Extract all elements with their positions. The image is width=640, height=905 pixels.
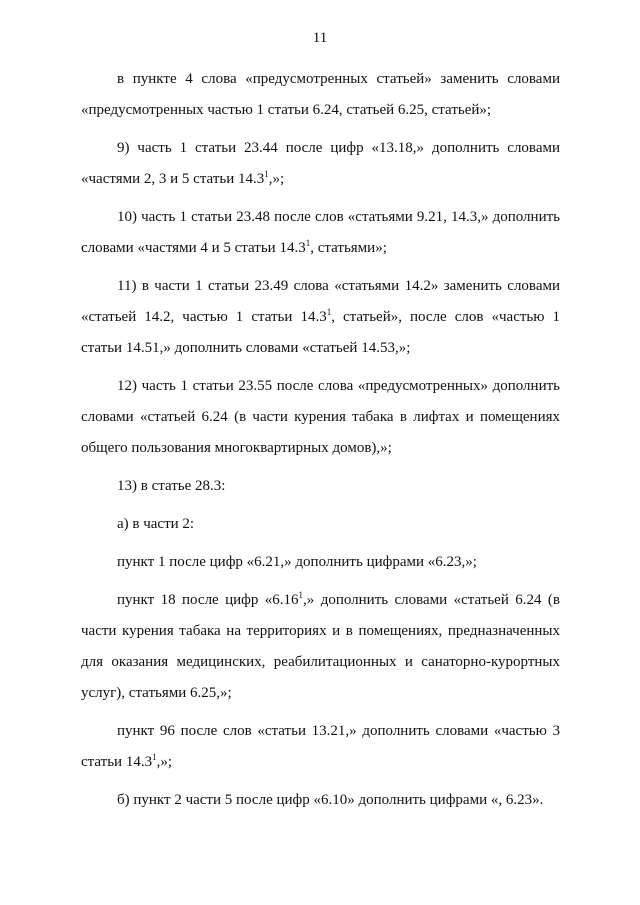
paragraph-p-9: [81, 133, 560, 195]
paragraph-line: пункт 18 после цифр «6.16$^1$,» дополнить словами «статьей 6.24 (в: [117, 590, 560, 608]
paragraph-line: пункт 96 после слов «статьи 13.21,» дополнить словами «частью 3: [117, 723, 560, 739]
paragraph-line: части курения табака на территориях и в помещениях, предназначенных: [81, 623, 560, 639]
paragraph-line: в пункте 4 слова «предусмотренных статьей» заменить словами: [117, 71, 560, 87]
paragraph-line: «частями 2, 3 и 5 статьи 14.3$^1$,»;: [81, 169, 285, 187]
paragraph-line: 10) часть 1 статьи 23.48 после слов «статьями 9.21, 14.3,» дополнить: [117, 209, 560, 225]
paragraph-line: пункт 1 после цифр «6.21,» дополнить цифрами «6.23,»;: [117, 554, 477, 570]
paragraph-line: б) пункт 2 части 5 после цифр «6.10» дополнить цифрами «, 6.23».: [117, 792, 544, 808]
paragraph-line: 9) часть 1 статьи 23.44 после цифр «13.18,» дополнить словами: [117, 140, 560, 156]
paragraph-line: словами «частями 4 и 5 статьи 14.3$^1$, статьями»;: [81, 238, 387, 256]
paragraph-line: 12) часть 1 статьи 23.55 после слова «предусмотренных» дополнить: [117, 378, 560, 394]
paragraph-p-13: [81, 471, 560, 502]
paragraph-line: а) в части 2:: [117, 516, 195, 532]
paragraph-p-13a-18: [81, 585, 560, 709]
paragraph-line: общего пользования многоквартирных домов),»;: [81, 440, 392, 456]
paragraph-p-13b: [81, 785, 560, 816]
paragraph-line: для оказания медицинских, реабилитационных и санаторно-курортных: [81, 654, 560, 670]
page-number: 11: [312, 30, 328, 46]
paragraph-line: статьи 14.3$^1$,»;: [81, 752, 173, 770]
paragraph-line: 11) в части 1 статьи 23.49 слова «статьями 14.2» заменить словами: [117, 278, 560, 294]
paragraph-line: словами «статьей 6.24 (в части курения табака в лифтах и помещениях: [81, 409, 560, 425]
paragraph-line: услуг), статьями 6.25,»;: [81, 685, 232, 701]
paragraph-p-13a-96: [81, 716, 560, 778]
paragraph-p-12: [81, 371, 560, 464]
paragraph-line: «предусмотренных частью 1 статьи 6.24, статьей 6.25, статьей»;: [81, 102, 492, 118]
paragraph-line: статьи 14.51,» дополнить словами «статьей 14.53,»;: [81, 340, 411, 356]
paragraph-line: «статьей 14.2, частью 1 статьи 14.3$^1$, статьей», после слов «частью 1: [81, 307, 560, 325]
paragraph-p-13a: [81, 509, 560, 540]
paragraph-p-10: [81, 202, 560, 264]
paragraph-line: 13) в статье 28.3:: [117, 478, 226, 494]
paragraph-p-11: [81, 271, 560, 364]
paragraph-p-13a-1: [81, 547, 560, 578]
document-body: [81, 64, 560, 819]
paragraph-p-item4: [81, 64, 560, 126]
